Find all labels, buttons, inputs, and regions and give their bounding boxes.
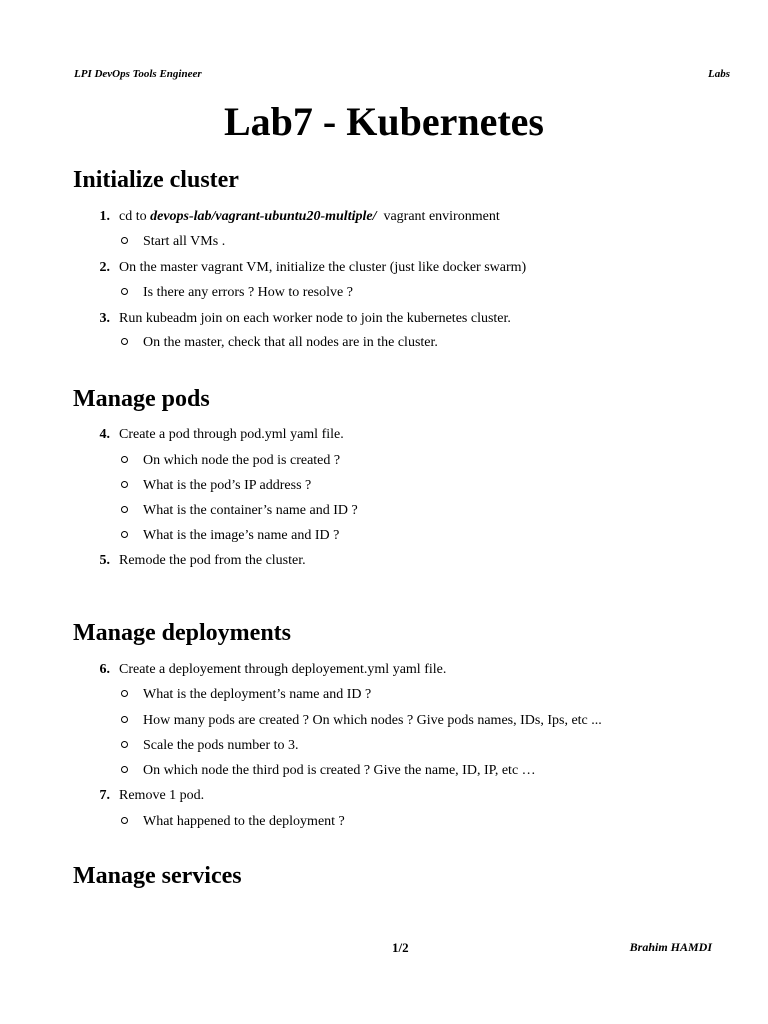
hollow-bullet-icon (121, 817, 128, 824)
list-item-text: Run kubeadm join on each worker node to join the kubernetes cluster. (119, 311, 511, 326)
sub-list-item: How many pods are created ? On which nodes ? Give pods names, IDs, Ips, etc ... (143, 713, 602, 728)
section-heading-manage-deployments: Manage deployments (73, 620, 291, 646)
list-item-number: 4. (99, 427, 110, 442)
hollow-bullet-icon (121, 481, 128, 488)
hollow-bullet-icon (121, 456, 128, 463)
sub-list-item: On which node the pod is created ? (143, 453, 341, 468)
sub-list-item: Is there any errors ? How to resolve ? (143, 285, 353, 300)
list-item-text (119, 209, 500, 225)
hollow-bullet-icon (121, 690, 128, 697)
page-title: Lab7 - Kubernetes (224, 99, 544, 144)
header-section-label: Labs (708, 68, 730, 80)
sub-list-item: What happened to the deployment ? (143, 814, 345, 829)
sub-list-item: Start all VMs . (143, 234, 226, 249)
page-number: 1/2 (392, 940, 409, 955)
hollow-bullet-icon (121, 288, 128, 295)
hollow-bullet-icon (121, 766, 128, 773)
sub-list-item: Scale the pods number to 3. (143, 738, 299, 753)
list-item-number: 2. (99, 260, 110, 275)
list-item-number: 5. (99, 553, 110, 568)
section-heading-manage-pods: Manage pods (73, 386, 210, 412)
hollow-bullet-icon (121, 531, 128, 538)
sub-list-item: What is the deployment’s name and ID ? (143, 687, 372, 702)
sub-list-item: What is the container’s name and ID ? (143, 503, 358, 518)
hollow-bullet-icon (121, 338, 128, 345)
list-item-text-prefix: cd to (119, 209, 151, 224)
section-heading-manage-services: Manage services (73, 863, 242, 889)
list-item-text: Create a pod through pod.yml yaml file. (119, 427, 344, 442)
footer-author: Brahim HAMDI (629, 940, 712, 954)
list-item-text: On the master vagrant VM, initialize the cluster (just like docker swarm) (119, 260, 527, 275)
header-course-name: LPI DevOps Tools Engineer (74, 68, 202, 80)
sub-list-item: On the master, check that all nodes are in the cluster. (143, 335, 438, 350)
sub-list-item: What is the image’s name and ID ? (143, 528, 340, 543)
list-item-number: 7. (99, 788, 110, 803)
section-heading-initialize-cluster: Initialize cluster (73, 167, 239, 193)
list-item-number: 3. (99, 311, 110, 326)
list-item-text: Remove 1 pod. (119, 788, 205, 803)
hollow-bullet-icon (121, 716, 128, 723)
sub-list-item: What is the pod’s IP address ? (143, 478, 312, 493)
hollow-bullet-icon (121, 506, 128, 513)
sub-list-item: On which node the third pod is created ? Give the name, ID, IP, etc … (143, 763, 536, 778)
list-item-text: Remode the pod from the cluster. (119, 553, 306, 568)
list-item-number: 6. (99, 662, 110, 677)
list-item-text-suffix: vagrant environment (376, 209, 500, 224)
hollow-bullet-icon (121, 741, 128, 748)
list-item-number: 1. (99, 209, 110, 224)
hollow-bullet-icon (121, 237, 128, 244)
directory-path: devops-lab/vagrant-ubuntu20-multiple/ (150, 209, 377, 224)
list-item-text: Create a deployement through deployement.yml yaml file. (119, 662, 447, 677)
